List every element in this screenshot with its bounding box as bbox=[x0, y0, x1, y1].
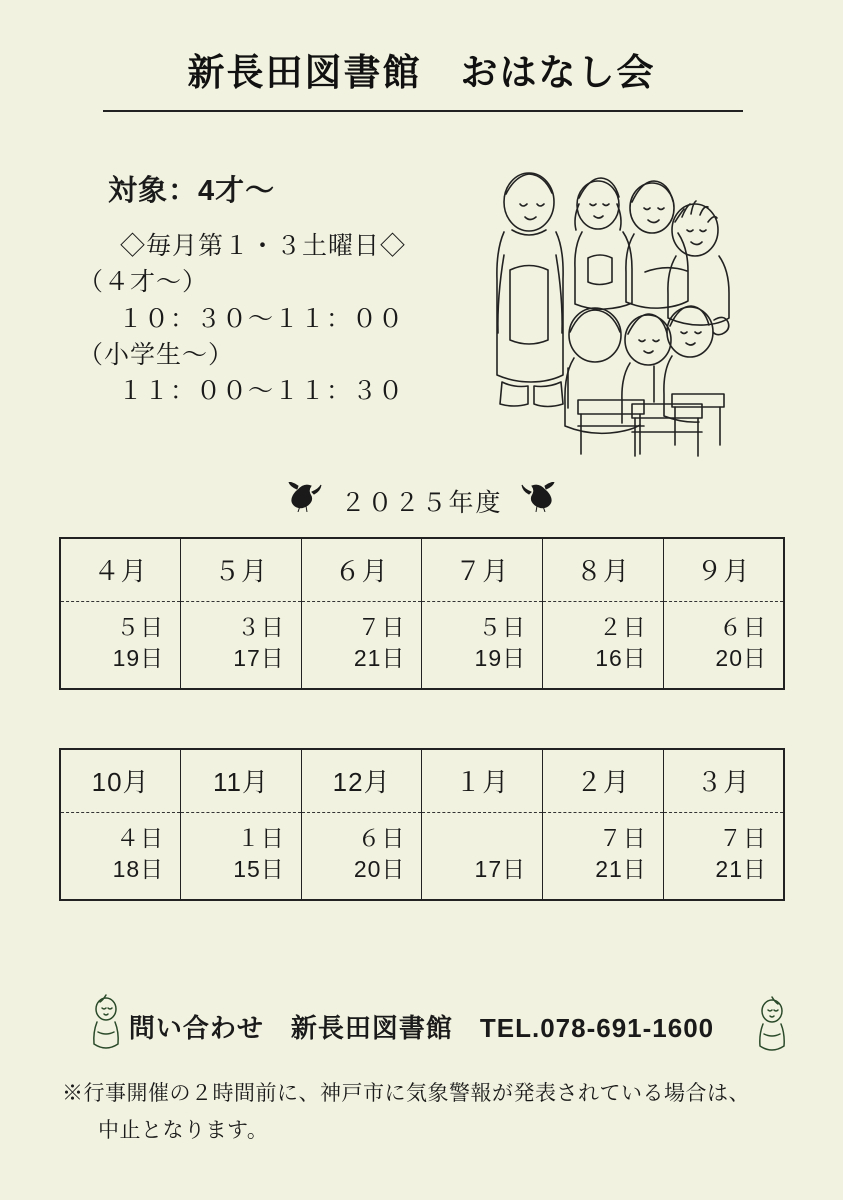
schedule-block bbox=[78, 228, 406, 409]
day-item: 19日 bbox=[112, 645, 165, 672]
weather-note-line1: ※行事開催の２時間前に、神戸市に気象警報が発表されている場合は、 bbox=[62, 1082, 750, 1105]
target-audience: 対象：4才～ bbox=[108, 175, 276, 207]
day-item: ６日 bbox=[357, 825, 406, 851]
day-list bbox=[61, 813, 180, 899]
day-item: ７日 bbox=[719, 825, 767, 851]
calendar-cell bbox=[60, 749, 181, 900]
day-item: ３日 bbox=[236, 614, 285, 640]
month-label: ５月 bbox=[181, 539, 301, 602]
calendar-cell bbox=[301, 749, 422, 900]
month-label: ８月 bbox=[543, 539, 663, 602]
day-item: 21日 bbox=[595, 856, 647, 883]
month-label: 10月 bbox=[61, 750, 180, 813]
calendar-cell bbox=[543, 538, 664, 689]
contact-row bbox=[0, 1008, 843, 1045]
weather-note-line2: 中止となります。 bbox=[98, 1118, 269, 1142]
day-item: １日 bbox=[236, 825, 285, 851]
calendar-month-row bbox=[60, 749, 784, 900]
day-item: ７日 bbox=[357, 614, 406, 640]
bird-right-icon bbox=[521, 482, 555, 519]
month-label: ３月 bbox=[664, 750, 783, 813]
schedule-group2-label: （小学生～） bbox=[78, 340, 235, 369]
month-label: ４月 bbox=[61, 539, 180, 602]
bird-left-icon bbox=[288, 482, 322, 519]
day-list bbox=[422, 602, 542, 688]
month-label: １月 bbox=[422, 750, 542, 813]
calendar-first-half bbox=[59, 537, 785, 690]
month-label: ２月 bbox=[543, 750, 663, 813]
day-item: ５日 bbox=[478, 614, 527, 640]
calendar-cell bbox=[181, 749, 302, 900]
calendar-cell bbox=[543, 749, 664, 900]
year-heading-row bbox=[0, 482, 843, 519]
day-item: ６日 bbox=[719, 614, 767, 640]
day-item: ７日 bbox=[598, 825, 647, 851]
calendar-cell bbox=[181, 538, 302, 689]
day-list bbox=[422, 813, 542, 899]
schedule-group1-time: １０：３０～１１：００ bbox=[118, 304, 405, 333]
schedule-group1-label: （４才～） bbox=[78, 268, 209, 297]
day-item: 20日 bbox=[715, 645, 767, 672]
day-item: 19日 bbox=[474, 645, 527, 672]
day-list bbox=[181, 813, 301, 899]
day-list bbox=[664, 813, 783, 899]
month-label: ６月 bbox=[302, 539, 422, 602]
year-heading: ２０２５年度 bbox=[340, 488, 503, 517]
day-item: 16日 bbox=[595, 645, 647, 672]
calendar-month-row bbox=[60, 538, 784, 689]
schedule-frequency: ◇毎月第１・３土曜日◇ bbox=[120, 232, 407, 260]
day-item: ４日 bbox=[116, 825, 165, 851]
weather-note bbox=[62, 1076, 802, 1150]
day-item: 20日 bbox=[353, 856, 406, 883]
day-item: ２日 bbox=[598, 614, 647, 640]
storytime-illustration bbox=[482, 160, 742, 470]
calendar-cell bbox=[422, 538, 543, 689]
month-label: ７月 bbox=[422, 539, 542, 602]
month-label: 12月 bbox=[302, 750, 422, 813]
day-list bbox=[302, 602, 422, 688]
day-list bbox=[543, 602, 663, 688]
day-item: ５日 bbox=[116, 614, 165, 640]
day-item: 15日 bbox=[233, 856, 285, 883]
calendar-cell bbox=[60, 538, 181, 689]
calendar-second-half bbox=[59, 748, 785, 901]
day-list bbox=[543, 813, 663, 899]
day-item: 21日 bbox=[353, 645, 406, 672]
day-item: 17日 bbox=[474, 856, 527, 883]
day-list bbox=[181, 602, 301, 688]
day-list bbox=[61, 602, 180, 688]
page-title: 新長田図書館 おはなし会 bbox=[187, 52, 656, 93]
day-item: 17日 bbox=[233, 645, 285, 672]
day-list bbox=[664, 602, 783, 688]
month-label: ９月 bbox=[664, 539, 783, 602]
day-list bbox=[302, 813, 422, 899]
calendar-cell bbox=[663, 749, 784, 900]
calendar-cell bbox=[663, 538, 784, 689]
day-item: 18日 bbox=[112, 856, 165, 883]
calendar-cell bbox=[422, 749, 543, 900]
month-label: 11月 bbox=[181, 750, 301, 813]
contact-info: 問い合わせ 新長田図書館 TEL.078-691-1600 bbox=[128, 1013, 715, 1043]
calendar-cell bbox=[301, 538, 422, 689]
day-item: 21日 bbox=[715, 856, 767, 883]
title-divider bbox=[103, 110, 743, 112]
schedule-group2-time: １１：００～１１：３０ bbox=[118, 377, 405, 405]
